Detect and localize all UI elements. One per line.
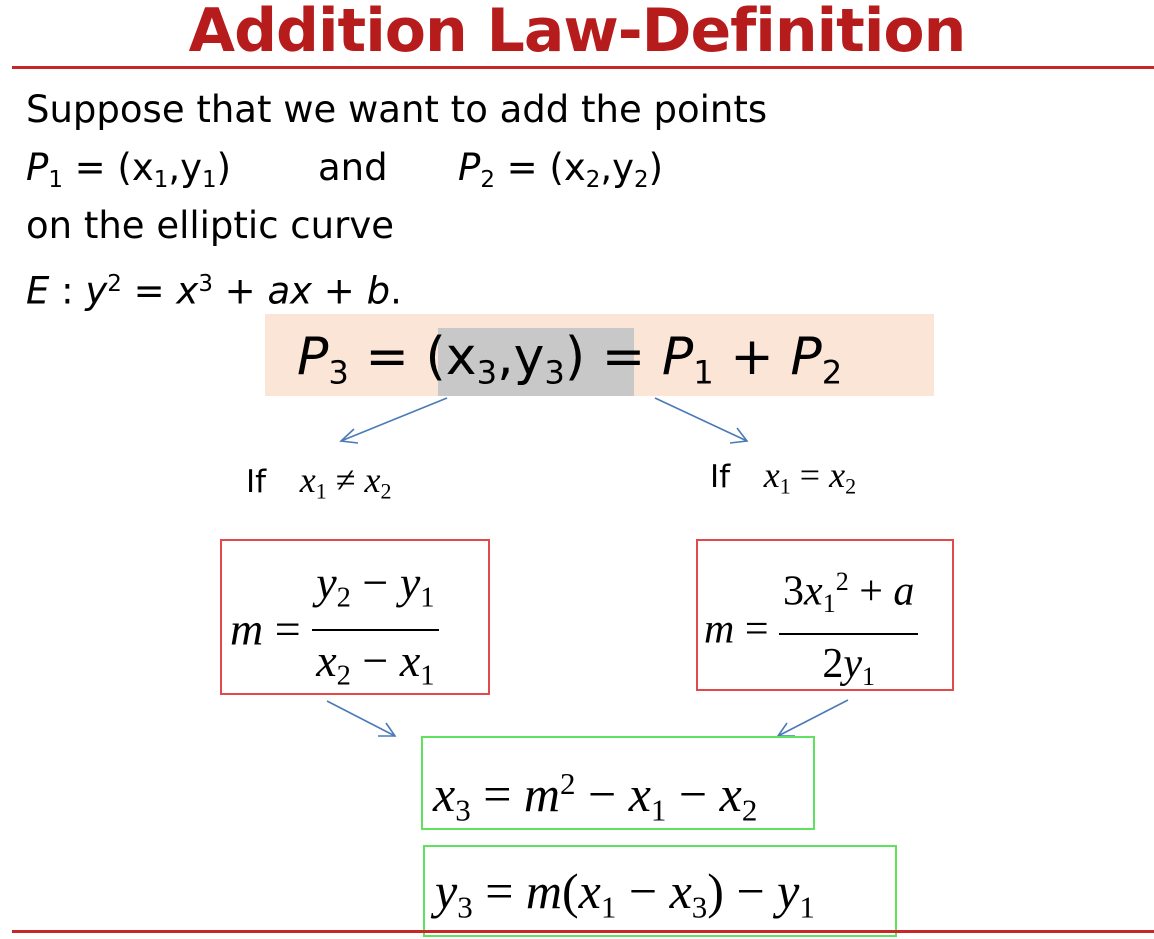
p1-comma: ,y	[168, 146, 203, 189]
case-right	[710, 455, 856, 507]
slide-title: Addition Law-Definition	[188, 0, 966, 66]
case-right-x2-sub: 2	[845, 473, 857, 499]
slope-right-num-coef: 3	[783, 568, 805, 615]
y3-y: y	[435, 863, 458, 919]
curve-b: b	[366, 269, 391, 313]
sum-eq-2: =	[585, 327, 662, 387]
x3-x: x	[433, 766, 456, 823]
curve-colon: :	[49, 269, 86, 313]
y3-formula	[435, 859, 815, 939]
sum-x3-sub: 3	[476, 353, 498, 392]
curve-y: y	[85, 269, 108, 313]
slope-left-den-x2: x	[316, 634, 337, 686]
p1-y-sub: 1	[202, 166, 217, 193]
p2-close: )	[648, 146, 664, 189]
y3-minus-2: −	[723, 863, 778, 919]
slope-right-den-y: y	[843, 641, 863, 688]
p1-close: )	[216, 146, 232, 189]
y3-close: )	[707, 863, 724, 919]
slope-left-num-minus: −	[350, 557, 400, 608]
slope-right-num-x: x	[804, 568, 823, 615]
slope-left-num-y1-sub: 1	[420, 582, 435, 614]
case-right-op: =	[790, 455, 830, 495]
y3-minus-1: −	[616, 863, 670, 919]
sum-x3-open: (x	[425, 327, 477, 387]
curve-y-exp: 2	[107, 271, 122, 297]
case-left-if: If	[246, 464, 267, 500]
slope-left-num-y1: y	[399, 557, 421, 608]
slope-right-m: m	[704, 606, 735, 653]
x3-m-exp: 2	[560, 766, 576, 801]
slope-left-den-x1-sub: 1	[420, 660, 435, 692]
y3-x1: x	[578, 863, 601, 919]
slope-right-den-y-sub: 1	[862, 661, 876, 691]
y3-open: (	[562, 863, 579, 919]
x3-x-sub: 3	[455, 792, 471, 828]
slope-left-den-x1: x	[399, 634, 421, 686]
y3-x1-sub: 1	[600, 889, 617, 925]
slope-right-num-a: a	[893, 568, 915, 615]
curve-e: E	[26, 269, 50, 313]
x3-eq: =	[470, 766, 524, 823]
p1-sub: 1	[48, 166, 63, 193]
y3-m: m	[525, 863, 563, 919]
y3-eq: =	[472, 863, 526, 919]
curve-ax: ax	[267, 269, 313, 313]
slope-left-box	[220, 539, 490, 695]
y3-x3: x	[669, 863, 692, 919]
curve-x-exp: 3	[198, 271, 213, 297]
sum-p1-sub: 1	[693, 353, 714, 392]
p2-sub: 2	[480, 166, 495, 193]
slope-right-fraction	[779, 553, 918, 706]
slope-right-num-x-sub: 1	[822, 589, 836, 619]
slope-right-num-x-exp: 2	[835, 567, 849, 596]
x3-x1-sub: 1	[650, 792, 667, 828]
footer-rule	[12, 930, 1154, 933]
sum-p2: P	[790, 327, 822, 387]
curve-end: .	[390, 269, 402, 313]
curve-x: x	[176, 269, 199, 313]
p2-value-prefix: = (x	[494, 146, 586, 189]
slope-left-m: m	[230, 603, 264, 655]
y3-x3-sub: 3	[691, 889, 708, 925]
curve-plus-2: +	[312, 269, 367, 313]
x3-m: m	[523, 766, 561, 823]
p1-value-prefix: = (x	[62, 146, 154, 189]
p2-comma: ,y	[600, 146, 635, 189]
intro-text: Suppose that we want to add the points	[26, 88, 768, 131]
x3-x2-sub: 2	[741, 792, 758, 828]
p1-name: P	[26, 146, 49, 189]
sum-eq-1: =	[348, 327, 426, 387]
p1-x-sub: 1	[153, 166, 169, 193]
arrow-to-right-case-head	[730, 428, 747, 443]
x3-x1: x	[628, 766, 651, 823]
arrow-to-left-case	[341, 398, 447, 441]
slope-right-den-coef: 2	[822, 641, 844, 688]
slope-left-den-x2-sub: 2	[336, 660, 351, 692]
x3-x2: x	[719, 766, 742, 823]
slope-left-numerator	[312, 553, 438, 629]
case-left-x2: x	[364, 460, 381, 500]
case-left-x1: x	[299, 460, 316, 500]
case-left	[246, 460, 392, 512]
slope-right-formula	[704, 553, 918, 706]
sum-close: )	[564, 327, 586, 387]
curve-eq: =	[121, 269, 177, 313]
p2-name: P	[458, 146, 481, 189]
slope-left-formula	[230, 553, 439, 706]
sum-p3: P	[297, 327, 329, 387]
case-left-op: ≠	[326, 460, 365, 500]
p2-y-sub: 2	[634, 166, 649, 193]
p2-x-sub: 2	[585, 166, 601, 193]
slope-right-denominator	[779, 635, 918, 706]
y3-result-box	[423, 845, 897, 937]
y3-y1-sub: 1	[799, 889, 815, 925]
sum-p3-sub: 3	[328, 353, 349, 392]
case-right-x1-sub: 1	[779, 473, 791, 499]
slope-left-denominator	[312, 631, 438, 707]
slope-right-eq: =	[734, 606, 780, 653]
y3-y1: y	[777, 863, 800, 919]
sum-p1: P	[661, 327, 694, 387]
slope-left-den-minus: −	[350, 634, 400, 686]
slope-left-num-y2: y	[316, 557, 337, 608]
sum-p2-sub: 2	[821, 353, 843, 392]
slope-left-fraction	[312, 553, 438, 706]
case-left-x2-sub: 2	[380, 478, 392, 504]
x3-minus-1: −	[575, 766, 629, 823]
arrow-left-to-result	[327, 701, 395, 736]
sum-y3-mid: ,y	[497, 327, 545, 387]
case-left-x1-sub: 1	[315, 478, 327, 504]
slope-left-num-y2-sub: 2	[336, 582, 351, 614]
sum-y3-sub: 3	[544, 353, 565, 392]
y3-y-sub: 3	[457, 889, 473, 925]
sum-plus: +	[713, 327, 791, 387]
x3-result-box	[421, 736, 815, 830]
slope-left-eq: =	[263, 603, 313, 655]
intro-line-3: on the elliptic curve	[26, 204, 394, 247]
curve-plus-1: +	[212, 269, 268, 313]
x3-formula	[433, 752, 757, 842]
case-right-x2: x	[829, 455, 846, 495]
intro-and: and	[318, 146, 388, 189]
case-right-x1: x	[763, 455, 780, 495]
case-right-if: If	[710, 459, 731, 495]
slope-right-num-plus: +	[848, 568, 894, 615]
slope-right-box	[696, 539, 954, 691]
x3-minus-2: −	[666, 766, 720, 823]
slope-right-numerator	[779, 553, 918, 633]
arrow-to-right-case	[655, 398, 747, 441]
